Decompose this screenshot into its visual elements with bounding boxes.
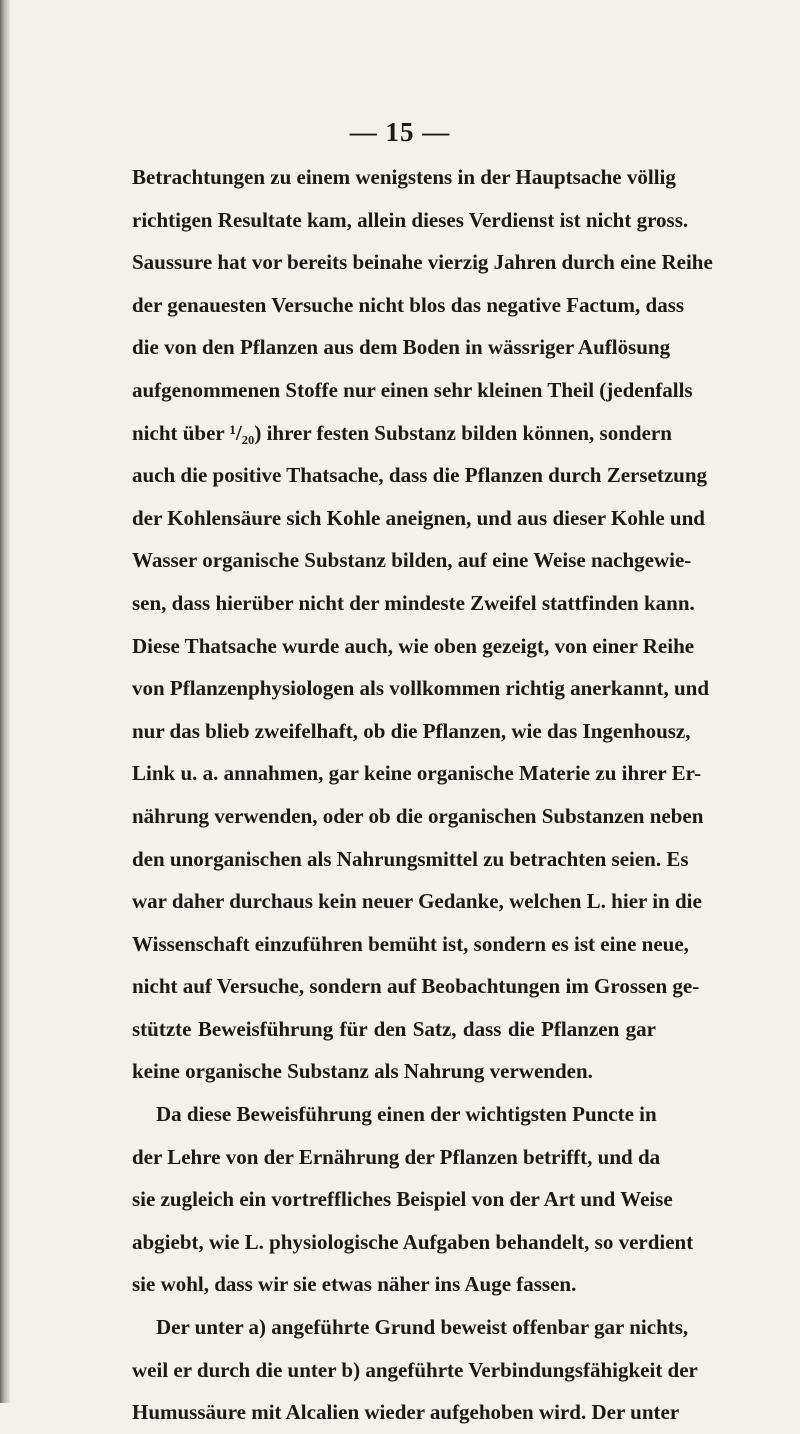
text-line: Humussäure mit Alcalien wieder aufgehoben wird. Der unter [132, 1400, 680, 1425]
text-line: nicht über ¹/₂₀) ihrer festen Substanz bilden können, sondern [132, 420, 672, 445]
text-line: der Kohlensäure sich Kohle aneignen, und aus dieser Kohle und [132, 505, 705, 530]
text-line: der genauesten Versuche nicht blos das negative Factum, dass [132, 292, 685, 317]
text-line: auch die positive Thatsache, dass die Pflanzen durch Zersetzung [132, 463, 708, 488]
text-line: der Lehre von der Ernährung der Pflanzen betrifft, und da [132, 1144, 661, 1169]
text-line: Link u. a. annahmen, gar keine organische Materie zu ihrer Er- [132, 761, 702, 786]
text-line: Diese Thatsache wurde auch, wie oben gezeigt, von einer Reihe [132, 633, 695, 658]
text-line: Da diese Beweisführung einen der wichtigsten Puncte in [156, 1102, 657, 1127]
book-spine-shadow [0, 0, 10, 1403]
text-line: von Pflanzenphysiologen als vollkommen richtig anerkannt, und [132, 676, 709, 701]
text-line: keine organische Substanz als Nahrung verwenden. [132, 1059, 593, 1084]
text-line: aufgenommenen Stoffe nur einen sehr kleinen Theil (jedenfalls [132, 377, 693, 402]
text-line: Wissenschaft einzuführen bemüht ist, sondern es ist eine neue, [132, 931, 689, 956]
text-line: war daher durchaus kein neuer Gedanke, welchen L. hier in die [132, 889, 702, 914]
text-line: nährung verwenden, oder ob die organischen Substanzen neben [132, 803, 704, 828]
text-line: richtigen Resultate kam, allein dieses Verdienst ist nicht gross. [132, 207, 689, 232]
text-line: Saussure hat vor bereits beinahe vierzig Jahren durch eine Reihe [132, 250, 713, 275]
text-line: sie wohl, dass wir sie etwas näher ins Auge fassen. [132, 1272, 577, 1297]
text-line: abgiebt, wie L. physiologische Aufgaben behandelt, so verdient [132, 1229, 694, 1254]
text-line: stützte Beweisführung für den Satz, dass die Pflanzen gar [132, 1016, 656, 1041]
text-line: den unorganischen als Nahrungsmittel zu betrachten seien. Es [132, 846, 689, 871]
text-line: Der unter a) angeführte Grund beweist offenbar gar nichts, [156, 1315, 689, 1340]
text-line: Wasser organische Substanz bilden, auf eine Weise nachgewie- [132, 548, 692, 573]
text-line: weil er durch die unter b) angeführte Verbindungsfähigkeit der [132, 1357, 698, 1382]
text-line: nur das blieb zweifelhaft, ob die Pflanzen, wie das Ingenhousz, [132, 718, 691, 743]
text-line: nicht auf Versuche, sondern auf Beobachtungen im Grossen ge- [132, 974, 700, 999]
text-line: die von den Pflanzen aus dem Boden in wässriger Auflösung [132, 335, 671, 360]
text-line: sie zugleich ein vortreffliches Beispiel von der Art und Weise [132, 1187, 673, 1212]
text-line: Betrachtungen zu einem wenigstens in der Hauptsache völlig [132, 165, 676, 189]
body-text [132, 156, 713, 1434]
text-line: sen, dass hierüber nicht der mindeste Zweifel stattfinden kann. [132, 590, 695, 615]
page-number: — 15 — [349, 117, 451, 147]
